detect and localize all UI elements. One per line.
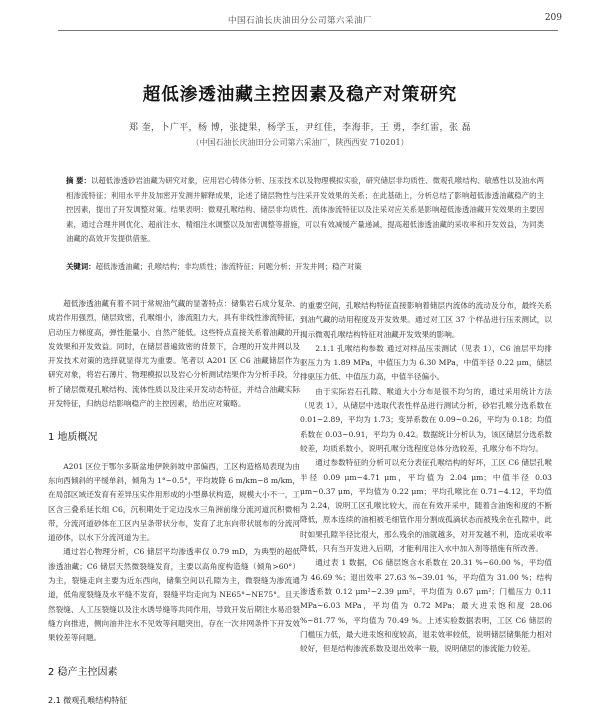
abstract-text: 以超低渗透砂岩油藏为研究对象，应用岩心铸体分析、压汞技术以及物理模拟实验，研究储层非均质性、微观孔喉结构、敏感性以及油水两相渗流特征；利用水平井及加密开发测井解释成果，论述了储层物性与注采开发效果的关系；在此基础上，分析总结了影响超低渗透油藏稳产的主控因素，提出了开发调整对策。结果表明：微观孔喉结构、储层非均质性、流体渗流特征以及注采对应关系是影响超低渗透油藏开发效果的主要因素，通过合理井网优化、超前注水、精细注水调整以及加密调整等措施，可以有效减缓产量递减，提高超低渗透油藏的采收率和开发效益，为同类油藏的高效开发提供借鉴。 (66, 176, 544, 244)
section-2-1-heading: 2.1 微观孔喉结构特征 (48, 695, 128, 705)
subsection-2-1-1-text: 通过对样品压汞测试（见表 1），C6 油层平均排驱压力为 1.89 MPa，中值压力为 6.30 MPa，中值半径 0.22 μm，储层排驱压力低、中值压力高，中值半径偏小。 (300, 343, 552, 382)
page-number: 209 (544, 13, 562, 23)
section-1-heading: 1 地质概况 (48, 432, 98, 444)
right-paragraph-2 (300, 342, 552, 385)
right-paragraph-1: 的重要空间，孔喉结构特征直接影响着储层内流体的流动及分布，最终关系到油气藏的动用程度及开发效果。通过对工区 37 个样品进行压汞测试，以揭示微观孔喉结构特征对油藏开发效果的影响。 (300, 301, 552, 339)
right-column (300, 297, 552, 656)
intro-paragraph: 超低渗透油藏有着不同于常规油气藏的显著特点：储集岩石成分复杂、成岩作用强烈，储层致密，孔喉细小，渗流阻力大，具有非线性渗流特征，启动压力梯度高，弹性能量小、自然产能低。这些特点直接关系着油藏的开发效果和开发效益。同时，在储层普遍致密的背景下，合理的开发井网以及开发技术对策的选择就显得尤为重要。笔者以 A201 区 C6 油藏储层作为研究对象，将岩石薄片、物理模拟以及岩心分析测试结果作为分析手段，分析了储层微观孔喉结构、流体性质以及注采开发动态特征，并结合油藏实际开发特征，归纳总结影响稳产的主控因素，给出应对策略。 (48, 299, 300, 409)
keywords-block (66, 260, 544, 274)
abstract-block (66, 174, 544, 247)
right-paragraph-3: 由于实际岩石孔隙、喉道大小分布是很不均匀的，通过采用统计方法（见表 1），从储层中选取代表性样品进行测试分析，砂岩孔喉分选系数在 0.01~2.89，平均为 1.73；变异系数在 0.09~0.26，平均为 0.18；均值系数在 0.03~0.91，平均为 0.42。数据统计分析认为，该区储层分选系数较差，均质系数小，说明孔喉分选程度总体分选较差，孔喉分布不均匀。 (300, 386, 552, 453)
section-1-paragraph-2: 通过岩心物理分析，C6 储层平均渗透率仅 0.79 mD，为典型的超低渗透油藏；C6 储层天然微裂缝发育，主要以高角度构造缝（倾角>60°）为主，裂缝走向主要为近东西向，储集空间以孔隙为主，微裂缝为渗流通道，低角度裂缝及水平缝不发育，裂缝平均走向为 NE65°~NE75°。且天然裂缝、人工压裂缝以及注水诱导缝等共同作用，导致开发后期注水易沿裂缝方向推进，侧向油井注水不见效等问题突出，存在一次井网条件下开发效果较差等问题。 (48, 547, 300, 643)
subsection-2-1-1-heading: 2.1.1 孔喉结构参数 (315, 343, 385, 353)
left-column (48, 297, 300, 710)
affiliation: （中国石油长庆油田分公司第六采油厂，陕西西安 710201） (191, 138, 409, 147)
right-paragraph-5: 通过表 1 数据，C6 储层饱含水系数在 20.31 %~60.00 %，平均值为 46.69 %；退出效率 27.63 %~39.01 %，平均值为 31.00 %；结构渗透系数 0.12 μm²~2.39 μm²，平均值为 0.67 μm²；门槛压力 0.11 MPa~6.03 MPa，平均值为 0.72 MPa；最大进汞饱和度 28.06 %~81.77 %，平均值为 70.49 %。上述实验数据表明，工区 C6 储层的门槛压力低，最大进汞饱和度较高，退汞效率较低，说明储层储集能力相对较好，但是结构渗流系数及退出效率一般，说明储层的渗流能力较差。 (300, 558, 552, 654)
abstract-label: 摘 要： (66, 176, 91, 185)
author-list: 郑 奎，卜广平，杨 博，张捷果，杨学玉，尹红佳，李海菲，王 勇，李红雷，张 磊 (128, 123, 472, 133)
keywords-label: 关键词： (66, 262, 96, 271)
right-paragraph-4: 通过参数特征的分析可以充分表征孔喉结构的好坏，工区 C6 储层孔喉半径 0.09 μm~4.71 μm，平均值为 2.04 μm；中值半径 0.03 μm~0.37 μm，平均值为 0.22 μm；平均孔喉比在 0.71~4.12，平均值为 2.24，说明工区孔喉比较大，而在有效开采中，随着含油饱和度的不断降低，原本连续的油相被毛细管作用分割成孤滴状态而被残余在孔隙中，此时如果孔隙半径比很大，那么残余的油就越多，对开发越不利，造成采收率降低，只有当开发进入后期，才能利用注入水中加入剂等措施有所改善。 (300, 458, 552, 554)
keywords-text: 超低渗透油藏；孔喉结构；非均质性；渗流特征；问题分析；开发井网；稳产对策 (95, 262, 362, 271)
paper-title: 超低渗透油藏主控因素及稳产对策研究 (142, 85, 458, 105)
running-header: 中国石油长庆油田分公司第六采油厂 (227, 16, 372, 26)
section-2-heading: 2 稳产主控因素 (48, 666, 118, 678)
header-rule (58, 30, 558, 31)
section-1-paragraph-1: A201 区位于鄂尔多斯盆地伊陕斜坡中部偏西，工区构造格局表现为由东向西倾斜的平缓单斜，倾角为 1°~0.5°，平均坡降 6 m/km~8 m/km，在局部区域还发育有差异压实作用形成的小型鼻状构造，规模大小不一，工区含三叠系延长组 C6，沉积期处于定边浅水三角洲前缘分流河道沉积微相带，分流河道砂体在工区内呈条带状分布，发育了北东向带状展布的分流河道砂体，以水下分流河道为主。 (48, 461, 300, 543)
